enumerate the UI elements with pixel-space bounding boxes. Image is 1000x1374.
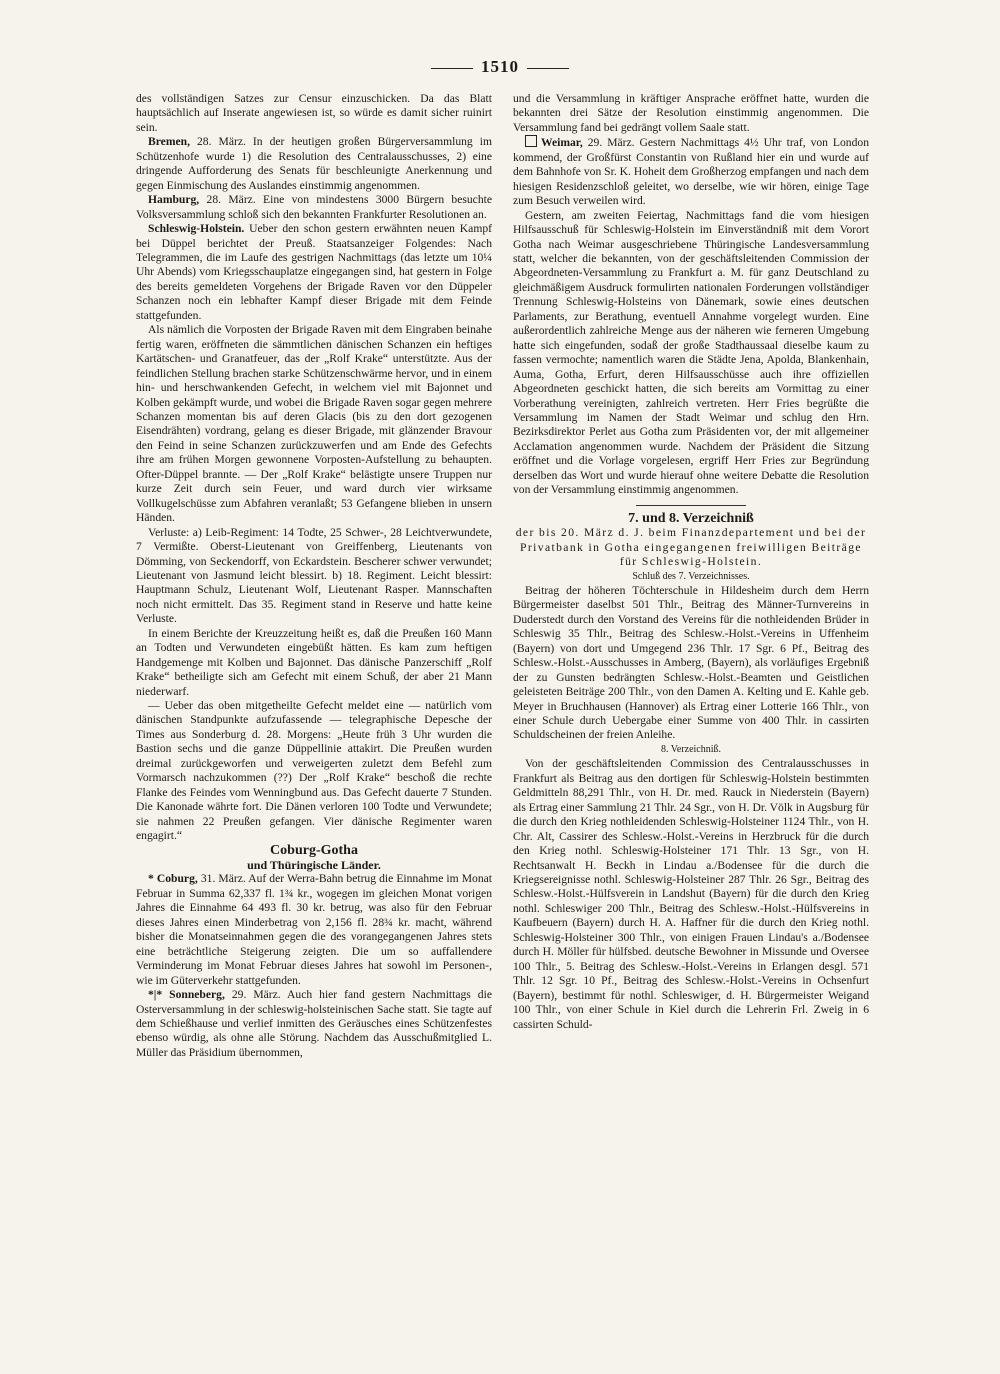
place-weimar: Weimar, (541, 136, 583, 150)
right-column (513, 92, 869, 1032)
place-bremen: Bremen, (148, 135, 190, 149)
section-subheading: der bis 20. März d. J. beim Finanzdepartement und bei der Privatbank in Gotha eingegangenen freiwilligen Beiträge für Schleswig-Holstein. (515, 526, 867, 569)
article-paragraph: Von der geschäftsleitenden Commission des Centralausschusses in Frankfurt als Beitrag aus den dortigen für Schleswig-Holstein bestimmten Geldmitteln 88,291 Thlr., von H. Dr. med. Rauck in Niederstein (Bayern) als Ertrag einer Sammlung 21 Thlr. 24 Sgr., von H. Dr. Völk in Augsburg für die durch den Krieg nothleidenden Schleswig-Holsteiner 1124 Thlr., von H. Chr. Alt, Cassirer des Schlesw.-Holst.-Vereins in Herzbruck für die durch den Krieg nothl. Schleswig-Holsteiner 171 Thlr. 13 Sgr., von H. Rechtsanwalt H. Beckh in Lindau a./Bodensee für die durch die Kriegsereignisse nothl. Schleswig-Holsteiner 287 Thlr. 26 Sgr., Beitrag des Schlesw.-Holst.-Hülfsverein in Landshut (Bayern) für die durch den Krieg nothl. Schleswiger 200 Thlr., Beitrag des Schlesw.-Holst.-Hülfsvereins in Kaufbeuern (Bayern) durch H. A. Haffner für die durch den Krieg nothl. Schleswig-Holsteiner 300 Thlr., von einigen Frauen Lindau's a./Bodensee durch H. Möller für hülfsbed. deutsche Bewohner in Missunde und Oversee 100 Thlr., 5. Beitrag des Schlesw.-Holst.-Vereins in Erlangen desgl. 571 Thlr. 12 Sgr. 10 Pf., Beitrag des Schlesw.-Holst.-Vereins in Ochsenfurt (Bayern), bestimmt für nothl. Schleswiger, d. H. Bürgermeister Weigand 100 Thlr., von einer Schule in Kiel durch die Lehrerin Frl. Zweig in 6 cassirten Schuld- (513, 757, 869, 1031)
text-sonneberg: 29. März. Auch hier fand gestern Nachmittags die Osterversammlung in der schleswig-holsteinischen Sache statt. Sie tagte auf dem Schießhause und verlief inmitten des Geräusches eines Schützenfestes ebenso würdig, als ohne alle Störung. Nachdem das Ausschußmitglied L. Müller das Präsidium übernommen, (136, 988, 492, 1059)
place-schleswig-holstein: Schleswig-Holstein. (148, 222, 245, 236)
text-hamburg: 28. März. Eine von mindestens 3000 Bürgern besuchte Volksversammlung schloß sich den bekannten Frankfurter Resolutionen an. (136, 193, 492, 221)
header-rule-right (527, 68, 569, 69)
place-coburg: * Coburg, (148, 872, 198, 886)
article-paragraph: Beitrag der höheren Töchterschule in Hildesheim durch dem Herrn Bürgermeister daselbst 501 Thlr., Beitrag des Männer-Turnvereins in Duderstedt durch den Vorstand des Vereins für die nothleidenden Brüder in Schleswig 35 Thlr., Beitrag des Schlesw.-Holst.-Vereins in Uffenheim (Bayern) von dort und Umgegend 236 Thlr. 17 Sgr. 6 Pf., Beitrag des Schlesw.-Holst.-Ausschusses in Amberg, (Bayern), als vorläufiges Ergebniß der zu Gunsten bedrängten Schlesw.-Holst.-Beamten und Geistlichen geleisteten Beiträge 200 Thlr., von den Damen A. Kelting und E. Kahle geb. Meyer in Bruchhausen (Hannover) als Ertrag einer Lotterie 166 Thlr., von einer Schule durch Uebergabe einer Summe von 400 Thlr. in cassirten Schuldscheinen der freien Anleihe. (513, 583, 869, 742)
section-subheading: und Thüringische Länder. (247, 858, 381, 873)
article-paragraph: Verluste: a) Leib-Regiment: 14 Todte, 25 Schwer-, 28 Leichtverwundete, 7 Vermißte. Oberst-Lieutenant von Greiffenberg, Lieutenants von Dömming, von Seckendorff, von Eckardstein. Bescherer schwer verwundet; Lieutenant von Jasmund leicht blessirt. b) 18. Regiment. Leicht blessirt: Hauptmann Schulz, Lieutenant Wolf, Lieutenant Rasper. Mannschaften noch nicht ermittelt. Das 35. Regiment stand in Reserve und hatte keine Verluste. (136, 525, 492, 626)
list-label: 8. Verzeichniß. (660, 743, 722, 755)
article-paragraph: In einem Berichte der Kreuzzeitung heißt es, daß die Preußen 160 Mann an Todten und Verwundeten eingebüßt hätten. Es kam zum heftigen Handgemenge mit Kolben und Bajonnet. Das dänische Panzerschiff „Rolf Krake“ betheiligte sich am Gefecht mit einem Schuß, der aber 21 Mann niederwarf. (136, 626, 492, 698)
square-marker-icon (525, 135, 537, 147)
article-coburg (136, 872, 492, 988)
section-divider (636, 505, 746, 506)
article-continuation: und die Versammlung in kräftiger Ansprache eröffnet hatte, wurden die bekannten drei Sätze der Resolution einstimmig angenommen. Die Versammlung fand bei gedrängt vollem Saale statt. (513, 92, 869, 134)
text-weimar: 29. März. Gestern Nachmittags 4½ Uhr traf, von London kommend, der Großfürst Constantin von Rußland hier ein und wurde auf dem Bahnhofe von Sr. K. Hoheit dem Großherzog empfangen und nach dem hiesigen Residenzschloß geleitet, wo derselbe, wie wir hören, einige Tage zum Besuch verweilen wird. (513, 136, 869, 208)
place-hamburg: Hamburg, (148, 193, 200, 207)
sub-note: Schluß des 7. Verzeichnisses. (632, 570, 750, 582)
article-paragraph: Als nämlich die Vorposten der Brigade Raven mit dem Eingraben beinahe fertig waren, eröffneten die sämmtlichen dänischen Schanzen ein heftiges Kartätschen- und Granatfeuer, das der „Rolf Krake“ unterstützte. Aus der feindlichen Stellung brachen starke Schützenschwärme hervor, und in einem hin- und herschwankenden Gefecht, in welchem viel mit Bajonnet und Kolben gekämpft wurde, und wobei die Brigade Raven sogar gegen mehrere Schanzen momentan bis auf deren Glacis (bis zu den dort gezogenen Eisendrähten) vordrang, gelang es dieser Brigade, mit glänzender Bravour den Feind in seine Schanzen zurückzuwerfen und am Ende des Gefechts ihre am frühen Morgen gewonnene Vorposten-Aufstellung zu behaupten. Ofter-Düppel brannte. — Der „Rolf Krake“ belästigte unsere Truppen nur kurze Zeit durch sein Feuer, und ward durch vier wirksame Vollkugelschüsse zum Abfahren veranlaßt; 53 Gefangene blieben in unsern Händen. (136, 323, 492, 525)
text-bremen: 28. März. In der heutigen großen Bürgerversammlung im Schützenhofe wurde 1) die Resolution des Centralausschusses, 2) eine dringende Aufforderung des Senats für beschleunigte Anerkennung und gegen Einmischung des Auslandes einstimmig angenommen. (136, 135, 492, 192)
section-heading-verzeichniss: 7. und 8. Verzeichniß (628, 510, 754, 526)
article-paragraph: Gestern, am zweiten Feiertag, Nachmittags fand die vom hiesigen Hilfsausschuß für Schleswig-Holstein im Einverständniß mit dem Vorort Gotha nach Weimar ausgeschriebene Thüringische Landesversammlung statt, welcher die bekannten, von der geschäftsleitenden Commission der Abgeordneten-Versammlung zu Frankfurt a. M. für ganz Deutschland zu gleichmäßigem Ausdruck formulirten nationalen Forderungen vollständiger Trennung Schleswig-Holsteins von Dänemark, sowie eines deutschen Parlaments, zur Berathung, eventuell Annahme vorgelegt wurden. Eine außerordentlich zahlreiche Menge aus der näheren wie ferneren Umgebung hatte sich eingefunden, sodaß der große Stadthaussaal dieselbe kaum zu fassen vermochte; namentlich waren die Städte Jena, Apolda, Blankenhain, Auma, Gotha, Erfurt, deren Hilfsausschüsse auch ihre offiziellen Abgeordneten geschickt hatten, die sich bereits am Vormittag zu einer Vorberathung vereinigten, zahlreich vertreten. Herr Fries begrüßte die Versammlung im Namen der Stadt Weimar und schlug den Hrn. Bezirksdirektor Perlet aus Gotha zum Präsidenten vor, der mit allgemeiner Acclamation angenommen wurde. Nachdem der Präsident die Sitzung eröffnet und die Vorlage vorgelesen, ergriff Herr Fries zur Begründung derselben das Wort und wurde hierauf ohne weitere Debatte die Resolution von der Versammlung einstimmig angenommen. (513, 208, 869, 497)
section-heading-coburg-gotha: Coburg-Gotha (270, 842, 358, 858)
header-rule-left (431, 68, 473, 69)
page-number-header (0, 57, 1000, 77)
article-continuation: des vollständigen Satzes zur Censur einzuschicken. Da das Blatt hauptsächlich auf Inserate angewiesen ist, so würde es damit sicher ruinirt sein. (136, 92, 492, 134)
article-weimar (513, 135, 869, 208)
page-number: 1510 (481, 57, 519, 76)
article-schleswig-holstein (136, 222, 492, 323)
left-column (136, 92, 492, 1060)
article-bremen (136, 135, 492, 193)
text-coburg: 31. März. Auf der Werra-Bahn betrug die Einnahme im Monat Februar in Summa 62,337 fl. 1¾ kr., wogegen im gleichen Monat vorigen Jahres die Einnahme 64 493 fl. 30 kr. betrug, was also für den Februar dieses Jahres einen Minderbetrag von 2,156 fl. 28¾ kr. macht, während bisher die Monatseinnahmen gegen die des vorangegangenen Jahres stets eine beträchtliche Steigerung zeigten. Die um so auffallendere Verminderung im Monat Februar dieses Jahres hat sowohl im Personen-, wie im Güterverkehr stattgefunden. (136, 872, 492, 987)
text-schleswig-holstein: Ueber den schon gestern erwähnten neuen Kampf bei Düppel berichtet der Preuß. Staatsanzeiger Folgendes: Nach Telegrammen, die im Laufe des gestrigen Nachmittags (das letzte um 10¼ Uhr Abends) vom Kriegsschauplatze eingegangen sind, hat gestern in Folge des bereits gemeldeten Vorgehens der Brigade Raven vor den Düppeler Schanzen noch ein lebhafter Kampf dieser Brigade mit dem Feinde stattgefunden. (136, 222, 492, 322)
article-sonneberg (136, 988, 492, 1060)
article-paragraph: — Ueber das oben mitgetheilte Gefecht meldet eine — natürlich vom dänischen Standpunkte aufzufassende — telegraphische Depesche der Times aus Sonderburg d. 28. Morgens: „Heute früh 3 Uhr wurden die Bastion sechs und die ganze Düppellinie attakirt. Die Preußen wurden dreimal zurückgeworfen und verweigerten zuletzt dem Befehl zum Vormarsch nachzukommen (??) Der „Rolf Krake“ beschoß die rechte Flanke des Feindes vom Wenningbund aus. Das Gefecht dauerte 7 Stunden. Die Kanonade währte fort. Die Dänen verloren 100 Todte und Verwundete; sie nahmen 22 Preußen gefangen. Vier dänische Regimenter waren engagirt.“ (136, 699, 492, 843)
article-hamburg (136, 193, 492, 222)
place-sonneberg: *|* Sonneberg, (148, 988, 225, 1002)
